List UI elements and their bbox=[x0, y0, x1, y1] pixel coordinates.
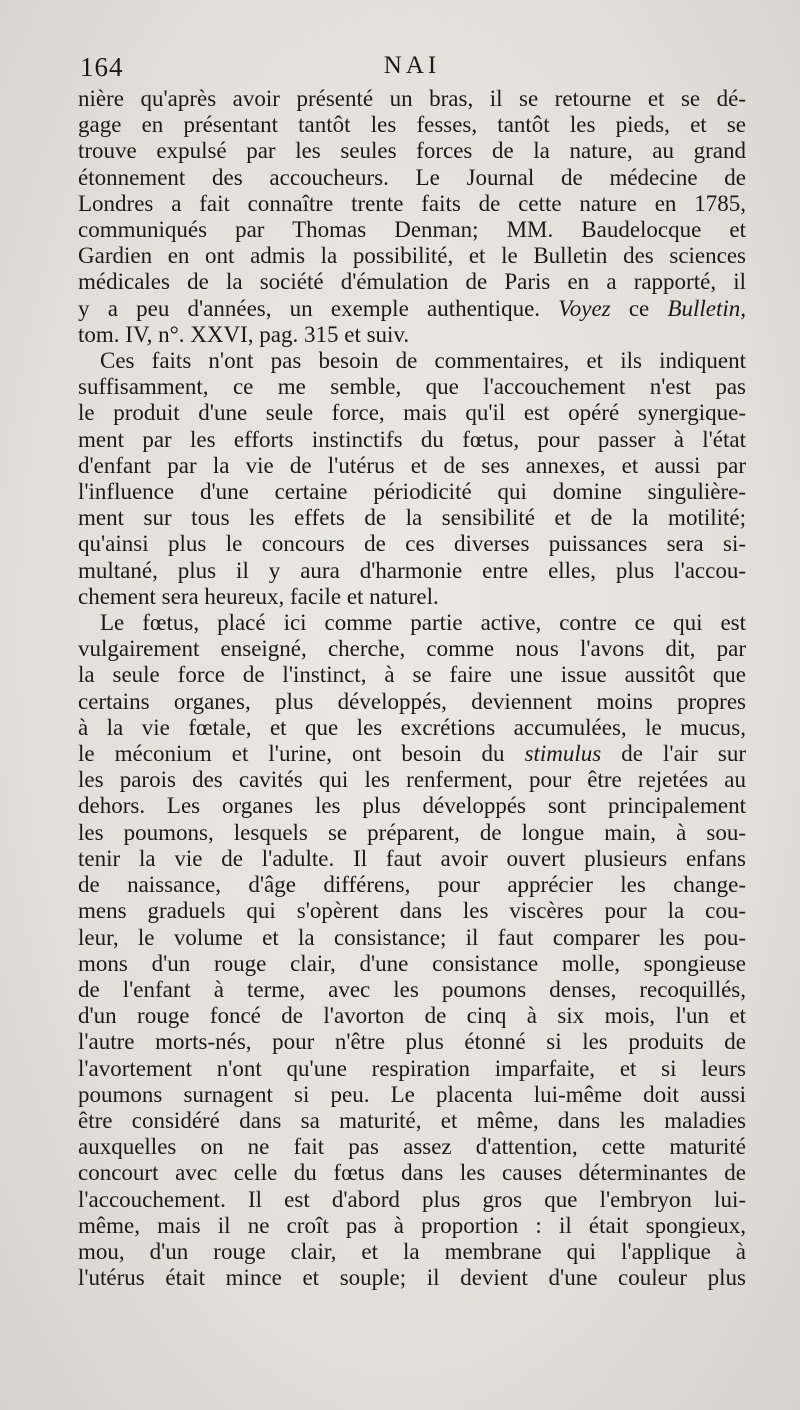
paragraph-2 bbox=[78, 348, 746, 610]
text-line: Ces faits n'ont pas besoin de commentaires, et ils indiquent bbox=[100, 348, 746, 374]
text-line: dehors. Les organes les plus développés sont principalement bbox=[78, 793, 746, 819]
text-line: leur, le volume et la consistance; il faut comparer les pou- bbox=[78, 924, 746, 950]
text-line: Gardien en ont admis la possibilité, et le Bulletin des sciences bbox=[78, 243, 746, 269]
text-line: les parois des cavités qui les renferment, pour être rejetées au bbox=[78, 767, 746, 793]
text-line: ment sur tous les effets de la sensibilité et de la motilité; bbox=[78, 505, 746, 531]
text-line: être considéré dans sa maturité, et même, dans les maladies bbox=[78, 1107, 746, 1133]
text-line: tom. IV, n°. XXVI, pag. 315 et suiv. bbox=[78, 321, 410, 347]
text-line: le produit d'une seule force, mais qu'il est opéré synergique- bbox=[78, 400, 746, 426]
text-line: mou, d'un rouge clair, et la membrane qui l'applique à bbox=[78, 1238, 746, 1264]
text-line: l'autre morts-nés, pour n'être plus étonné si les produits de bbox=[78, 1029, 746, 1055]
text-line: à la vie fœtale, et que les excrétions accumulées, le mucus, bbox=[78, 714, 746, 740]
text-line: l'accouchement. Il est d'abord plus gros que l'embryon lui- bbox=[78, 1186, 746, 1212]
text-line: qu'ainsi plus le concours de ces diverses puissances sera si- bbox=[78, 531, 746, 557]
text-line: l'utérus était mince et souple; il devient d'une couleur plus bbox=[78, 1265, 746, 1291]
text-line: y a peu d'années, un exemple authentique. bbox=[78, 295, 541, 321]
running-head: NAI bbox=[383, 52, 441, 79]
text-line-with-italic bbox=[78, 741, 746, 767]
text-line: de naissance, d'âge différens, pour apprécier les change- bbox=[78, 872, 746, 898]
text-line-rest: de l'air sur bbox=[621, 741, 746, 767]
page-number: 164 bbox=[80, 52, 124, 82]
text-line: chement sera heureux, facile et naturel. bbox=[78, 583, 439, 609]
voyez-italic: Voyez bbox=[558, 295, 611, 321]
text-line: mons d'un rouge clair, d'une consistance molle, spongieuse bbox=[78, 950, 746, 976]
text-line: certains organes, plus développés, deviennent moins propres bbox=[78, 688, 746, 714]
text-line: multané, plus il y aura d'harmonie entre elles, plus l'accou- bbox=[78, 557, 746, 583]
text-line: le méconium et l'urine, ont besoin du bbox=[78, 741, 505, 767]
text-line: l'avortement n'ont qu'une respiration imparfaite, et si leurs bbox=[78, 1055, 746, 1081]
text-line: de l'enfant à terme, avec les poumons denses, recoquillés, bbox=[78, 976, 746, 1002]
ce-word: ce bbox=[628, 295, 650, 321]
text-line: d'enfant par la vie de l'utérus et de ses annexes, et aussi par bbox=[78, 452, 746, 478]
text-line: concourt avec celle du fœtus dans les causes déterminantes de bbox=[78, 1160, 746, 1186]
text-line: d'un rouge foncé de l'avorton de cinq à six mois, l'un et bbox=[78, 1003, 746, 1029]
text-line: poumons surnagent si peu. Le placenta lui-même doit aussi bbox=[78, 1081, 746, 1107]
text-line: trouve expulsé par les seules forces de la nature, au grand bbox=[78, 138, 746, 164]
text-line: suffisamment, ce me semble, que l'accouchement n'est pas bbox=[78, 374, 746, 400]
text-line: communiqués par Thomas Denman; MM. Baudelocque et bbox=[78, 217, 746, 243]
text-line: nière qu'après avoir présenté un bras, il se retourne et se dé- bbox=[78, 86, 746, 111]
body-text bbox=[78, 86, 746, 1291]
text-line: même, mais il ne croît pas à proportion : il était spongieux, bbox=[78, 1212, 746, 1238]
paragraph-1 bbox=[78, 86, 746, 348]
text-line: Le fœtus, placé ici comme partie active, contre ce qui est bbox=[100, 610, 746, 636]
text-line: vulgairement enseigné, cherche, comme nous l'avons dit, par bbox=[78, 636, 746, 662]
bulletin-italic: Bulletin, bbox=[667, 295, 747, 321]
text-line: auxquelles on ne fait pas assez d'attention, cette maturité bbox=[78, 1134, 746, 1160]
text-line: Londres a fait connaître trente faits de cette nature en 1785, bbox=[78, 190, 746, 216]
text-line: l'influence d'une certaine périodicité qui domine singulière- bbox=[78, 479, 746, 505]
text-line: médicales de la société d'émulation de Paris en a rapporté, il bbox=[78, 269, 746, 295]
text-line-with-reference bbox=[78, 296, 746, 322]
text-line: les poumons, lesquels se préparent, de longue main, à sou- bbox=[78, 819, 746, 845]
text-line: mens graduels qui s'opèrent dans les viscères pour la cou- bbox=[78, 898, 746, 924]
text-line: la seule force de l'instinct, à se faire une issue aussitôt que bbox=[78, 662, 746, 688]
text-line: gage en présentant tantôt les fesses, tantôt les pieds, et se bbox=[78, 112, 746, 138]
paragraph-3 bbox=[78, 610, 746, 1291]
text-line: ment par les efforts instinctifs du fœtus, pour passer à l'état bbox=[78, 426, 746, 452]
stimulus-italic: stimulus bbox=[524, 741, 602, 767]
text-line: étonnement des accoucheurs. Le Journal de médecine de bbox=[78, 164, 746, 190]
text-line: tenir la vie de l'adulte. Il faut avoir ouvert plusieurs enfans bbox=[78, 845, 746, 871]
